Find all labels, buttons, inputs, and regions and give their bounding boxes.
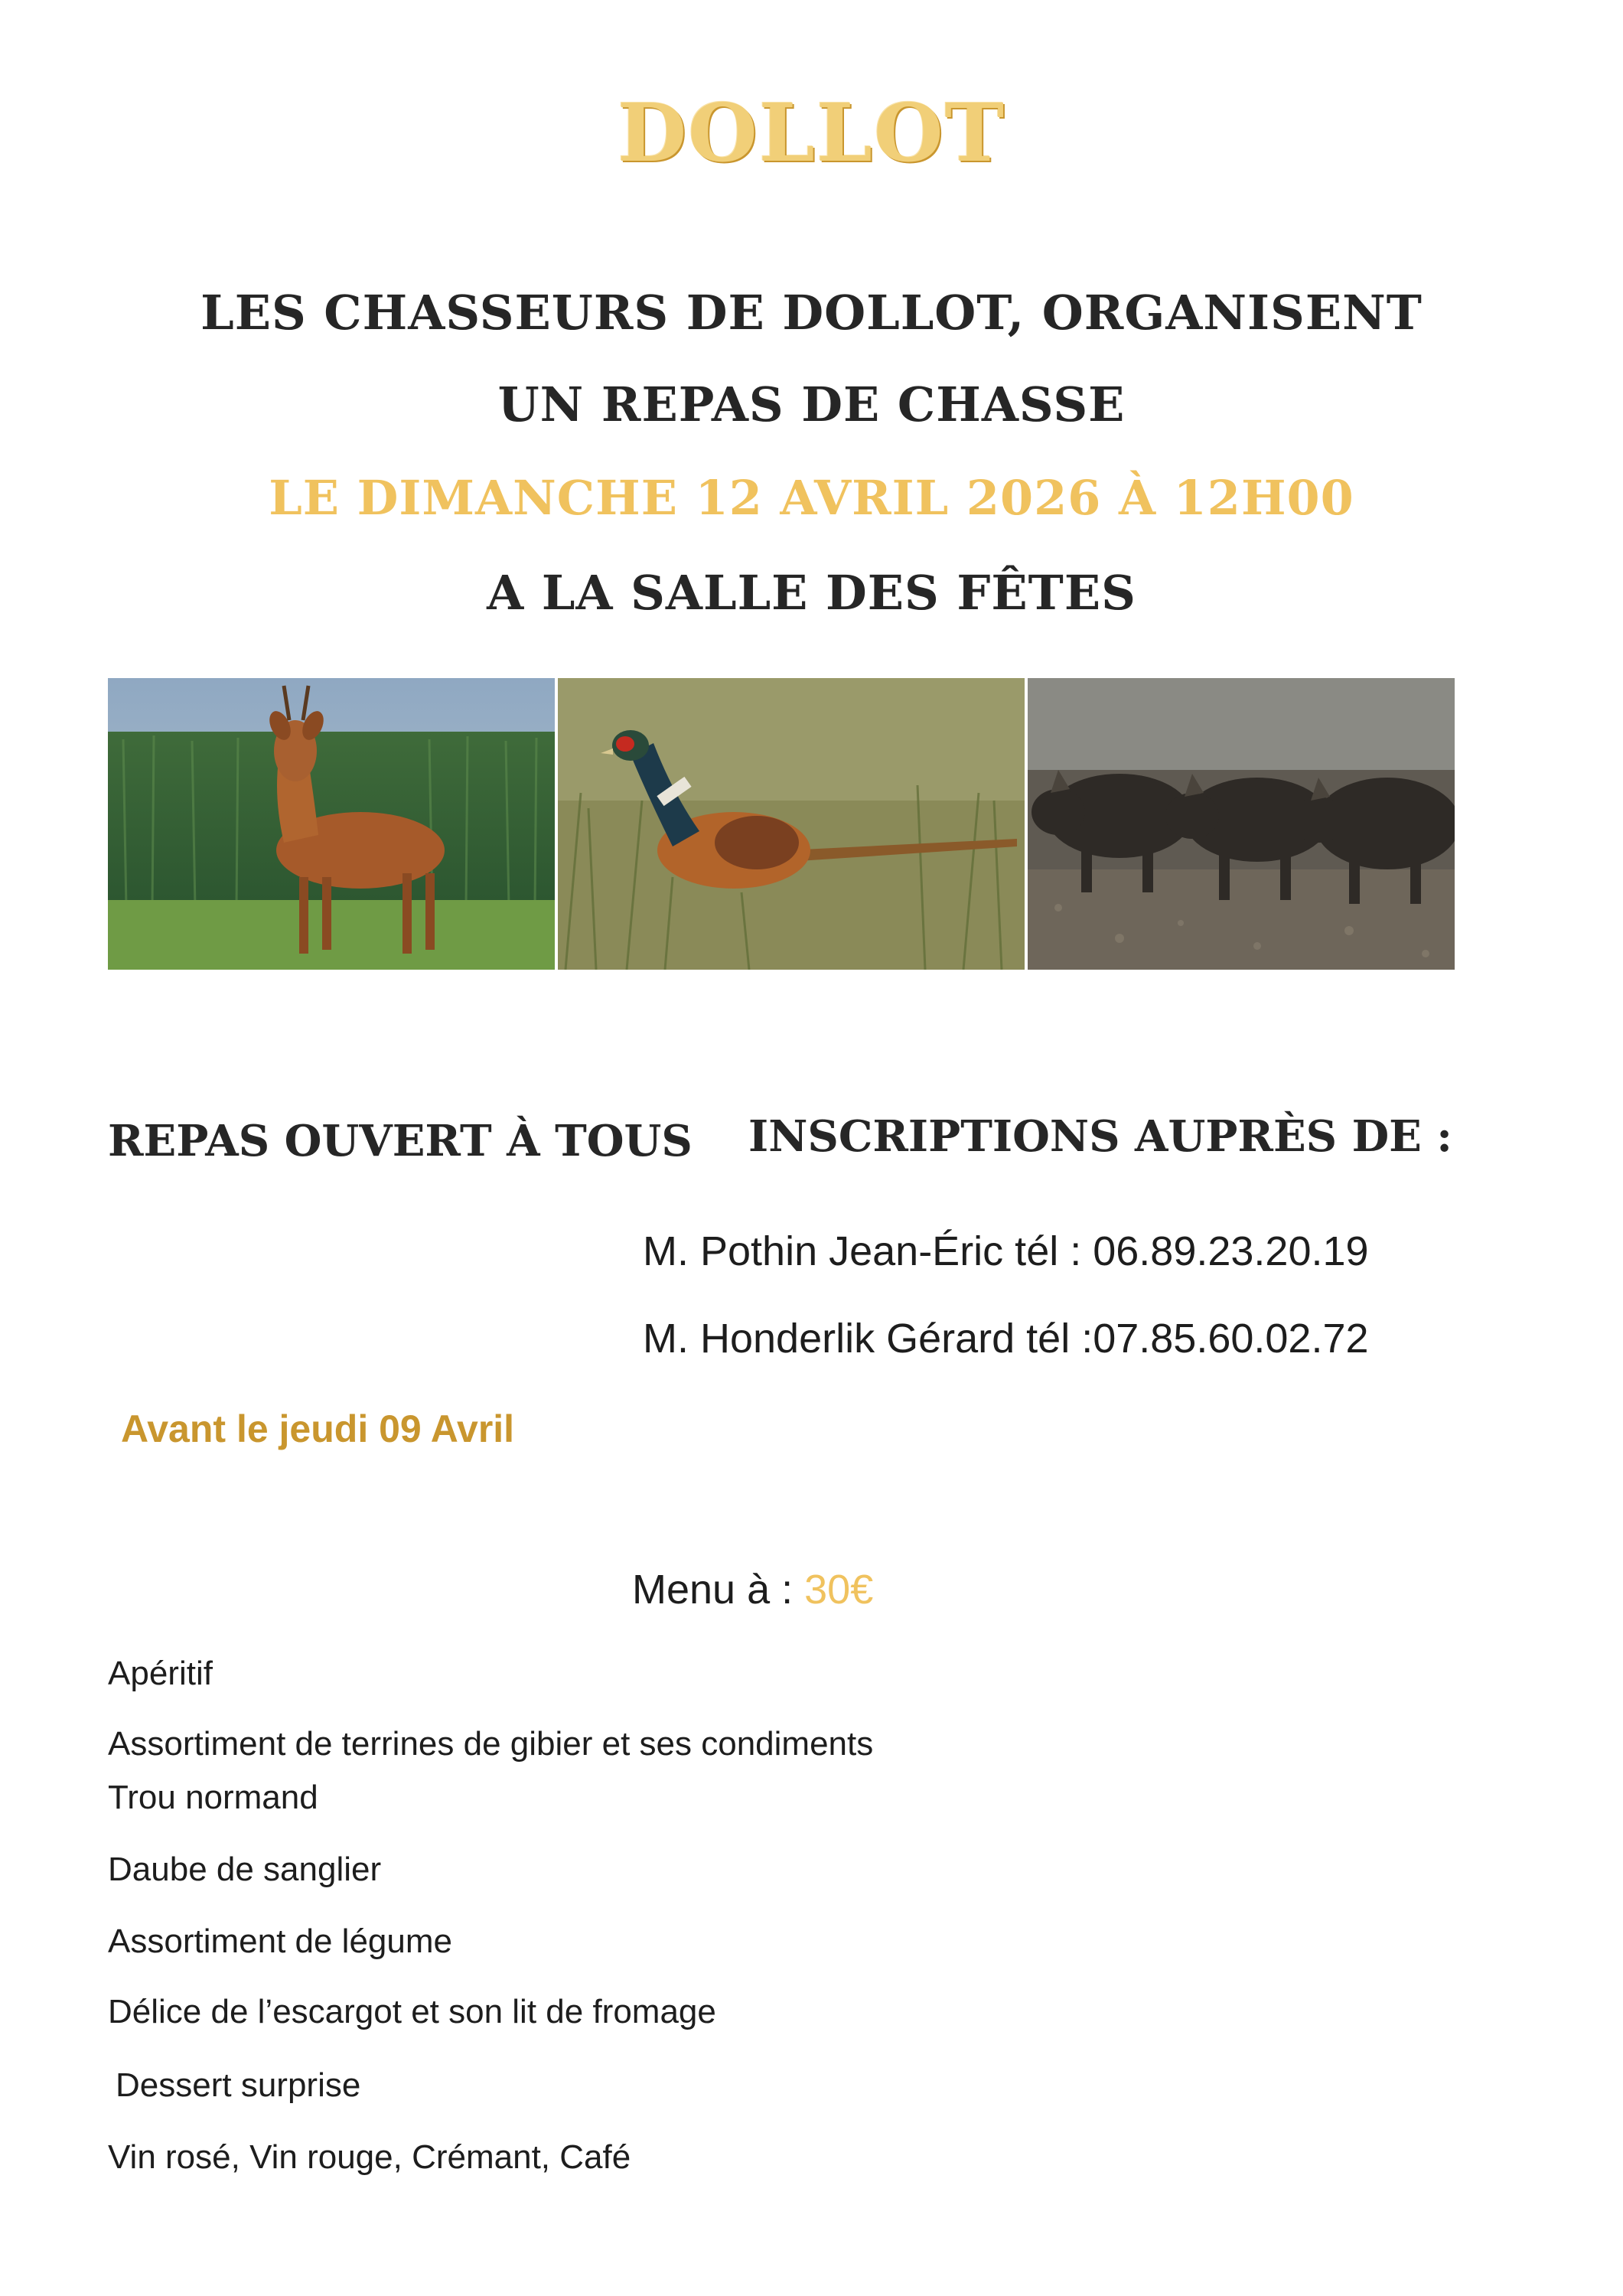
open-to-all: REPAS OUVERT À TOUS [108, 1116, 693, 1166]
menu-price-line [632, 1566, 873, 1613]
menu-item: Trou normand [108, 1779, 318, 1816]
menu-item: Délice de l’escargot et son lit de fromage [108, 1993, 716, 2030]
heading-date: LE DIMANCHE 12 AVRIL 2026 À 12H00 [269, 470, 1354, 526]
heading-line-2: UN REPAS DE CHASSE [497, 377, 1126, 432]
menu-item: Dessert surprise [116, 2066, 361, 2104]
menu-item: Daube de sanglier [108, 1851, 382, 1888]
menu-price: 30€ [804, 1567, 874, 1613]
menu-item: Assortiment de légume [108, 1923, 452, 1960]
game-photo-strip [108, 678, 1455, 970]
heading-line-1: LES CHASSEURS DE DOLLOT, ORGANISENT [200, 285, 1423, 341]
pheasant-photo [558, 678, 1025, 970]
registration-deadline: Avant le jeudi 09 Avril [121, 1407, 515, 1450]
registration-heading: INSCRIPTIONS AUPRÈS DE : [748, 1111, 1452, 1162]
menu-item: Assortiment de terrines de gibier et ses condiments [108, 1725, 874, 1763]
heading-venue: A LA SALLE DES FÊTES [487, 565, 1136, 621]
menu-item: Vin rosé, Vin rouge, Crémant, Café [108, 2138, 631, 2176]
menu-item: Apéritif [108, 1655, 213, 1692]
page-title: DOLLOT [617, 86, 1005, 180]
menu-label: Menu à : [632, 1567, 805, 1613]
wild-boars-photo [1028, 678, 1455, 970]
roe-deer-photo [108, 678, 555, 970]
contact-honderlik: M. Honderlik Gérard tél :07.85.60.02.72 [643, 1316, 1369, 1362]
contact-pothin: M. Pothin Jean-Éric tél : 06.89.23.20.19 [643, 1228, 1369, 1274]
